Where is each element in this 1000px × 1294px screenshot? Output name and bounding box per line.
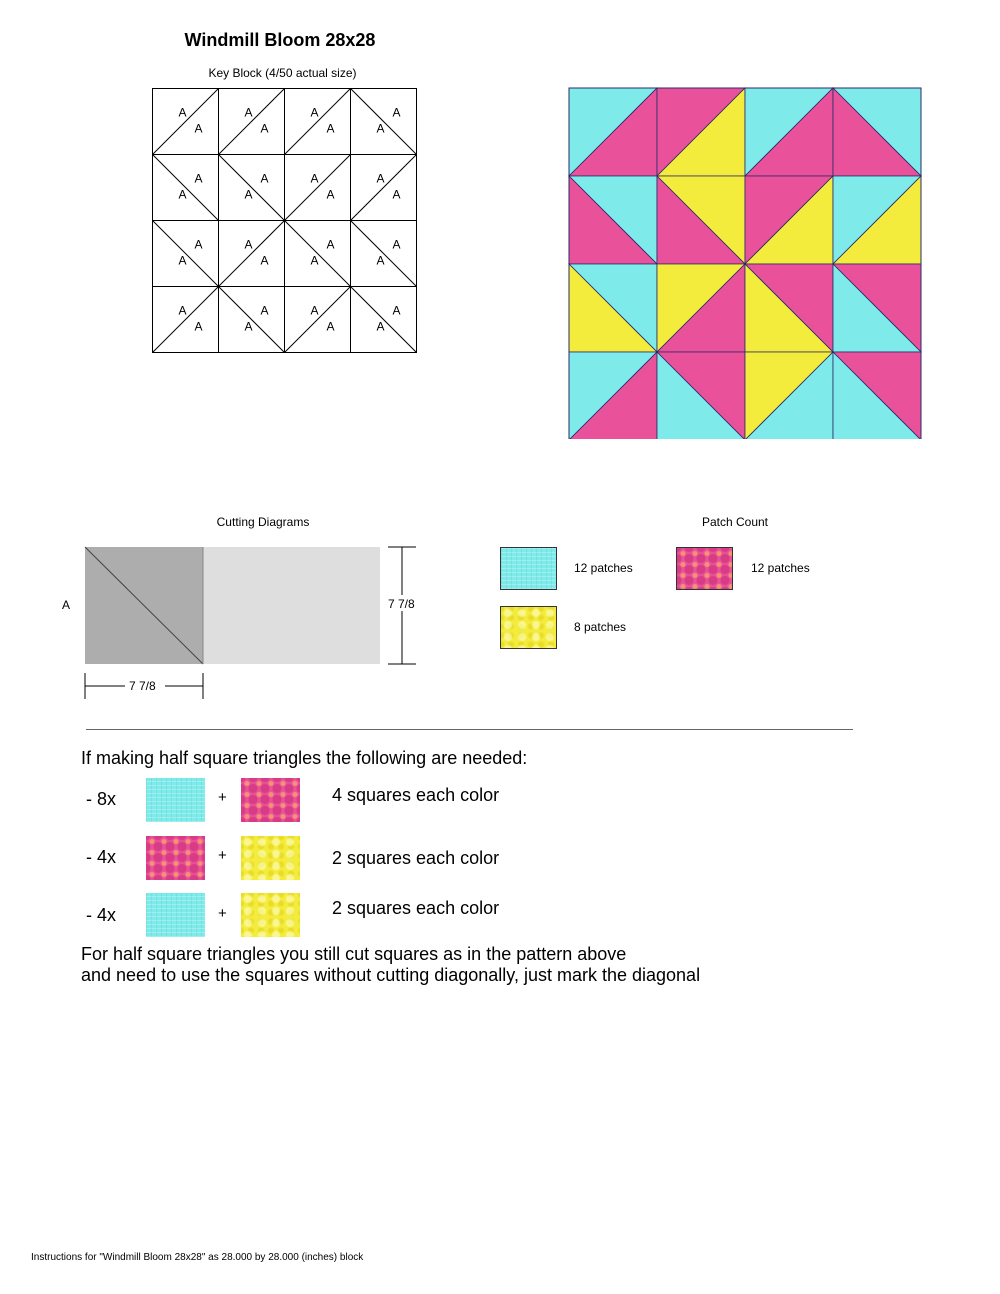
hst-row-1-plus: + [218, 789, 227, 806]
key-patch-letter: A [326, 187, 335, 202]
key-patch-letter: A [310, 171, 319, 186]
hst-row-1-multiplier: - 8x [86, 789, 117, 809]
patch-count-yellow: 8 patches [574, 620, 627, 634]
key-patch-letter: A [392, 237, 401, 252]
key-patch-letter: A [376, 253, 385, 268]
cut-strip-light [203, 547, 380, 664]
key-patch-letter: A [376, 319, 385, 334]
patch-count-title: Patch Count [701, 515, 769, 529]
key-patch-letter: A [260, 171, 269, 186]
key-patch-letter: A [392, 303, 401, 318]
dim-vertical-label: 7 7/8 [388, 597, 415, 611]
key-patch-letter: A [194, 171, 203, 186]
key-block-subtitle: Key Block (4/50 actual size) [208, 66, 357, 80]
patch-count-pink: 12 patches [751, 561, 810, 575]
cutting-diagram [55, 540, 435, 705]
key-patch-letter: A [178, 105, 187, 120]
key-patch-letter: A [310, 253, 319, 268]
key-patch-letter: A [178, 253, 187, 268]
patch-count-cyan: 12 patches [574, 561, 633, 575]
key-patch-letter: A [376, 121, 385, 136]
key-patch-letter: A [260, 121, 269, 136]
hst-note-line-2: and need to use the squares without cutting diagonally, just mark the diagonal [81, 965, 701, 985]
hst-row-3-fabric-yellow [241, 893, 300, 937]
hst-note-line-1: For half square triangles you still cut squares as in the pattern above [81, 944, 627, 964]
key-patch-letter: A [260, 303, 269, 318]
hst-row-3-fabric-cyan [146, 893, 205, 937]
hst-instructions [81, 944, 700, 986]
key-patch-letter: A [392, 105, 401, 120]
key-patch-letter: A [194, 121, 203, 136]
patch-swatch-yellow [500, 606, 557, 649]
key-patch-letter: A [392, 187, 401, 202]
hst-row-2-note: 2 squares each color [332, 848, 500, 868]
hst-row-3-note: 2 squares each color [332, 898, 500, 918]
key-patch-letter: A [326, 319, 335, 334]
color-block-preview [568, 87, 922, 439]
key-patch-letter: A [310, 105, 319, 120]
key-block-diagram [152, 88, 417, 353]
hst-row-3-multiplier: - 4x [86, 905, 117, 925]
hst-row-1-fabric-cyan [146, 778, 205, 822]
key-patch-letter: A [194, 237, 203, 252]
key-patch-letter: A [194, 319, 203, 334]
hst-row-2-multiplier: - 4x [86, 847, 117, 867]
hst-row-2-fabric-pink [146, 836, 205, 880]
footer-instructions: Instructions for "Windmill Bloom 28x28" as 28.000 by 28.000 (inches) block [31, 1252, 364, 1263]
key-patch-letter: A [244, 187, 253, 202]
dim-horizontal-label: 7 7/8 [129, 679, 156, 693]
cutting-diagrams-title: Cutting Diagrams [216, 515, 310, 529]
hst-row-2-plus: + [218, 847, 227, 864]
hst-row-3-plus: + [218, 905, 227, 922]
patch-swatch-cyan [500, 547, 557, 590]
key-patch-letter: A [326, 237, 335, 252]
hst-row-2-fabric-yellow [241, 836, 300, 880]
page-title: Windmill Bloom 28x28 [184, 30, 376, 50]
key-patch-letter: A [244, 319, 253, 334]
patch-swatch-pink [676, 547, 733, 590]
key-patch-letter: A [326, 121, 335, 136]
section-divider [86, 729, 853, 730]
key-patch-letter: A [260, 253, 269, 268]
key-patch-letter: A [178, 187, 187, 202]
key-patch-letter: A [178, 303, 187, 318]
key-patch-letter: A [244, 105, 253, 120]
hst-row-1-note: 4 squares each color [332, 785, 500, 805]
cut-patch-label: A [62, 598, 71, 612]
key-patch-letter: A [244, 237, 253, 252]
hst-intro: If making half square triangles the following are needed: [81, 748, 528, 768]
key-patch-letter: A [310, 303, 319, 318]
key-patch-letter: A [376, 171, 385, 186]
hst-row-1-fabric-pink [241, 778, 300, 822]
